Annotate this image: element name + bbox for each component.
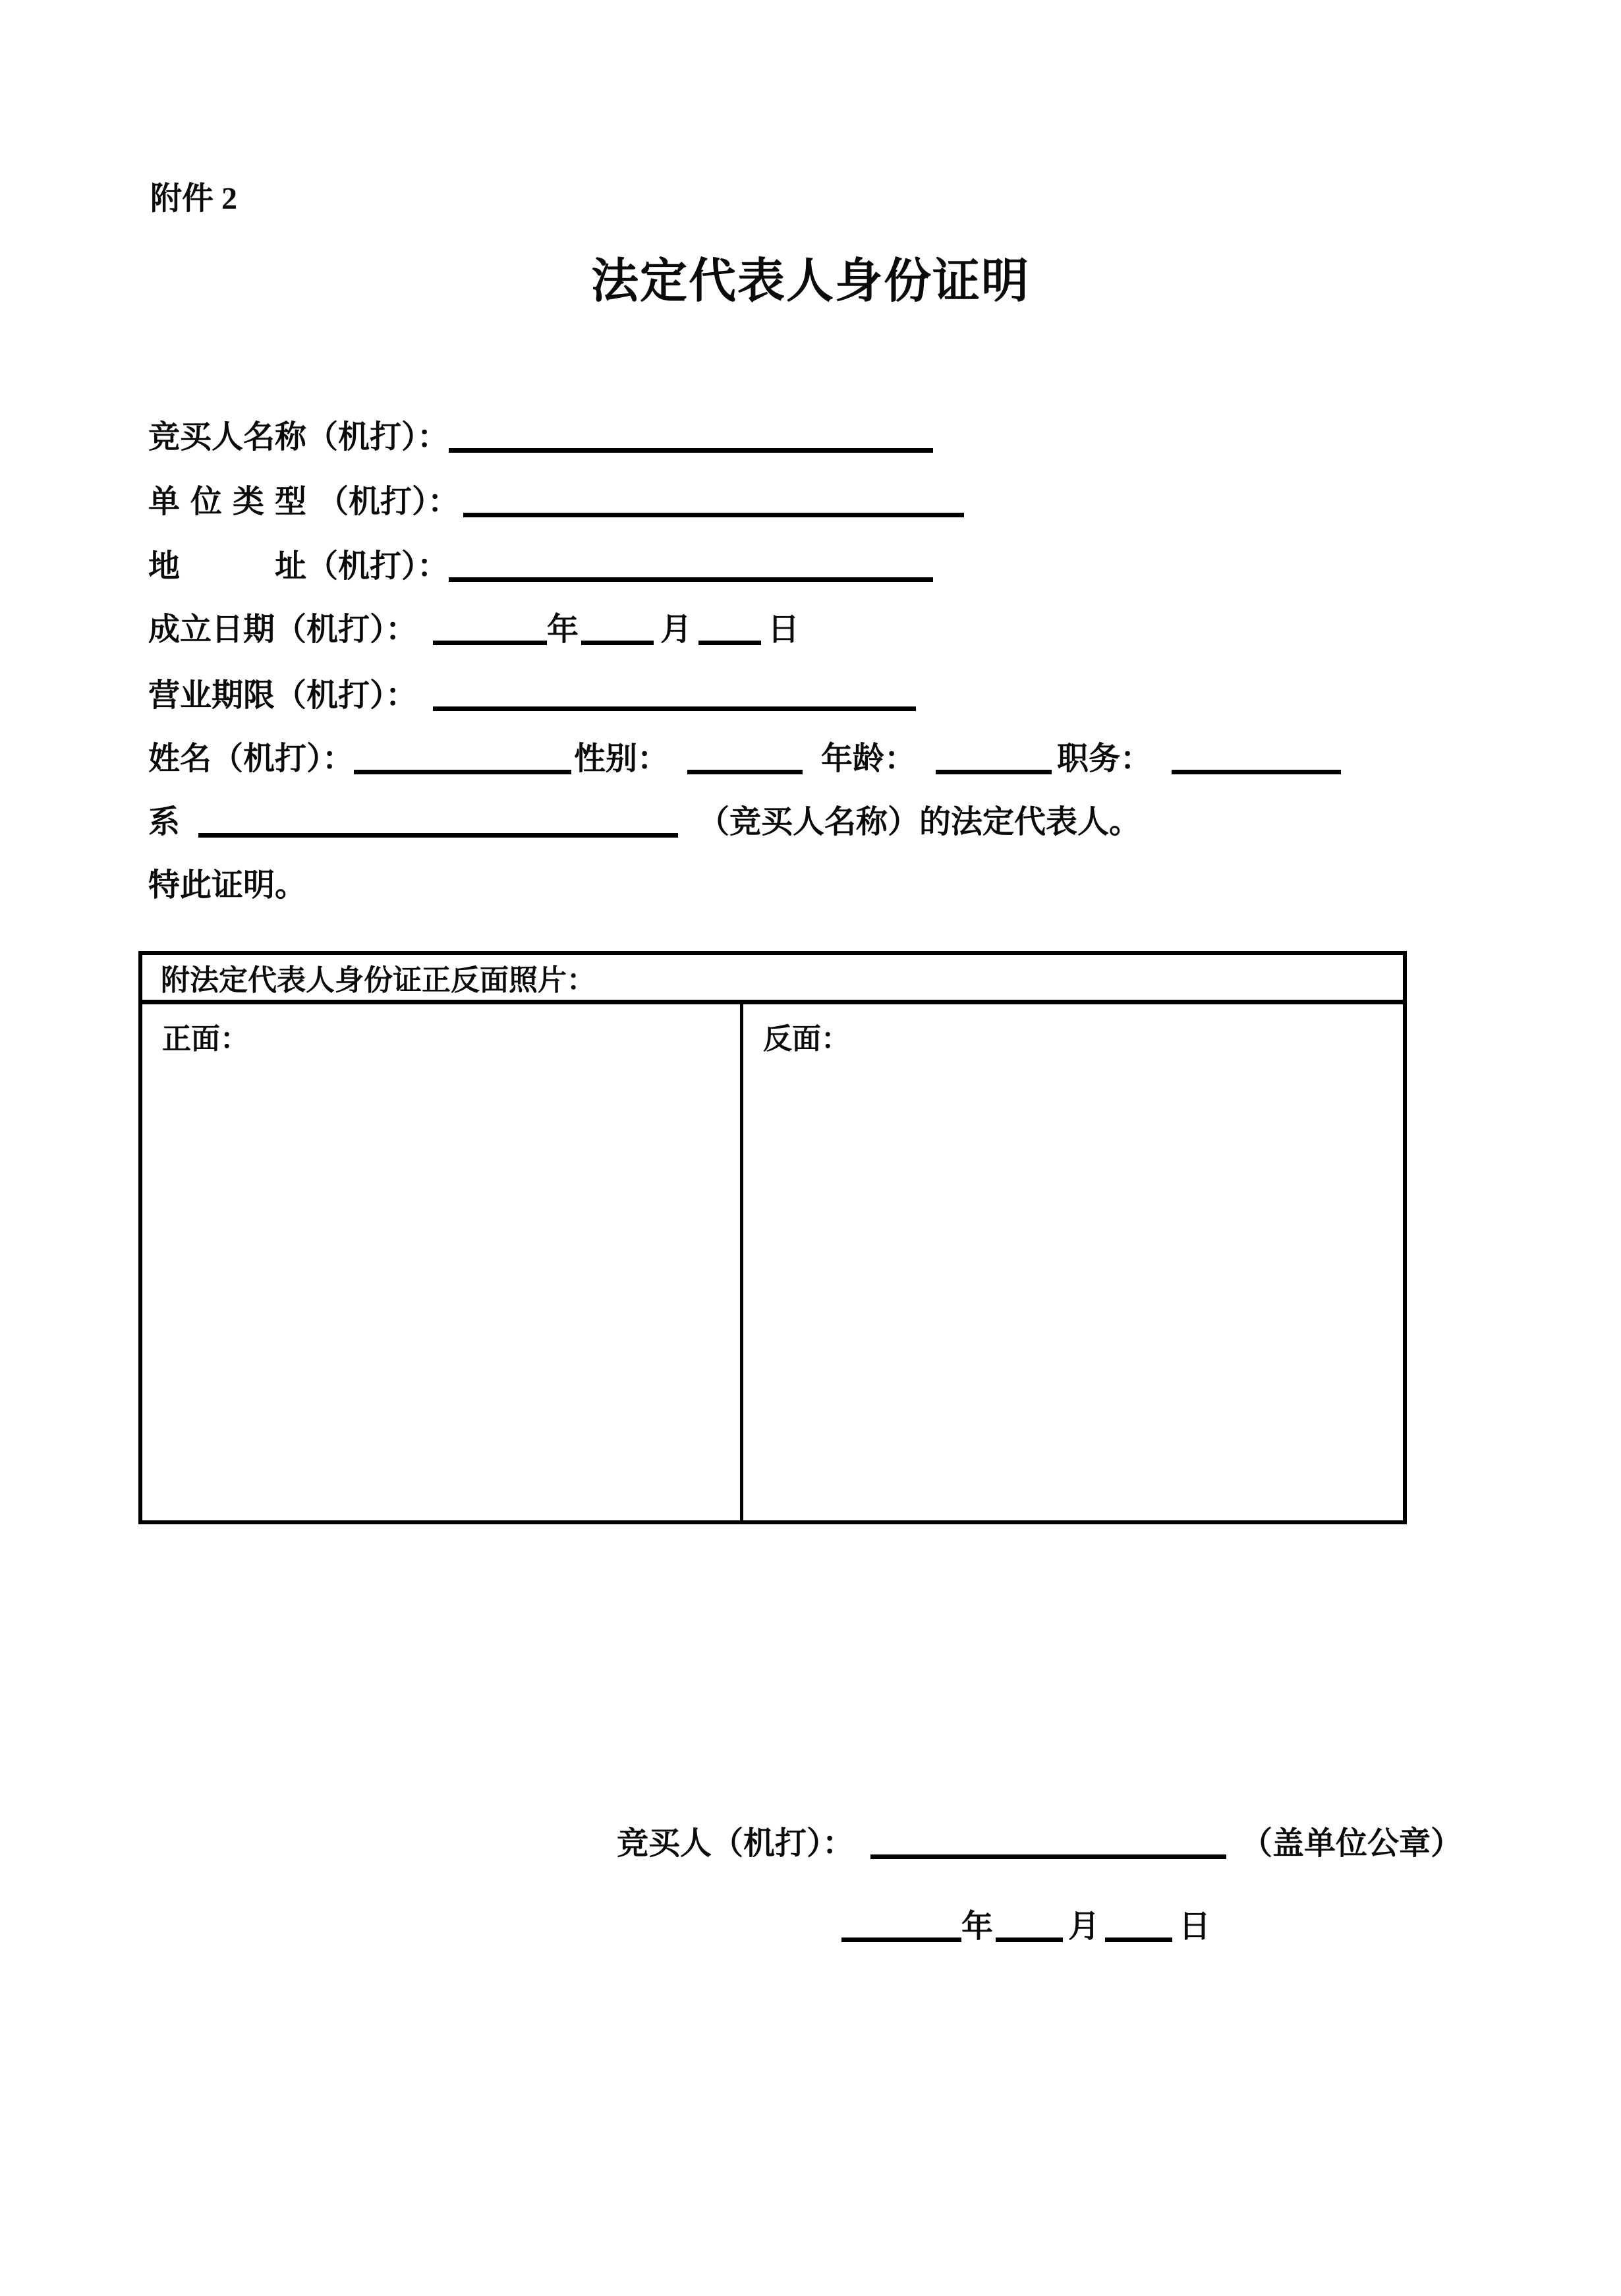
establish-day-blank-line: [698, 638, 761, 645]
field-row-affiliation: [148, 804, 1141, 840]
attachment-label: 附件 2: [150, 181, 238, 216]
footer-year-suffix: 年: [961, 1909, 994, 1944]
id-photo-box-header: 附法定代表人身份证正反面照片：: [142, 955, 1403, 1004]
certification-statement: 特此证明。: [148, 868, 307, 903]
address-blank-line: [449, 575, 933, 582]
field-row-bidder-name: [148, 419, 933, 455]
unit-type-label: 单位类型: [148, 484, 318, 519]
rep-gender-blank-line: [687, 767, 803, 774]
affiliation-prefix: 系: [148, 805, 181, 840]
establish-month-suffix: 月: [660, 612, 693, 647]
footer-bidder-label: 竞买人（机打）：: [617, 1826, 855, 1861]
id-photo-box: [138, 951, 1407, 1524]
footer-day-suffix: 日: [1179, 1909, 1211, 1944]
footer-bidder-blank-line: [870, 1852, 1226, 1859]
address-label-first: 地: [148, 549, 181, 584]
establish-day-suffix: 日: [768, 612, 800, 647]
footer-bidder-row: [617, 1825, 1462, 1862]
id-photo-front-label: 正面：: [162, 1023, 249, 1055]
footer-month-blank-line: [996, 1935, 1063, 1942]
rep-position-blank-line: [1172, 767, 1341, 774]
bidder-name-label: 竞买人名称（机打）：: [148, 420, 449, 455]
footer-year-blank-line: [841, 1935, 961, 1942]
field-row-business-term: [148, 677, 916, 714]
business-term-blank-line: [433, 704, 916, 711]
field-row-unit-type: [148, 484, 964, 520]
footer-seal-note: （盖单位公章）: [1241, 1826, 1463, 1861]
unit-type-label-suffix: （机打）：: [317, 484, 460, 519]
establish-date-label: 成立日期（机打）：: [148, 612, 418, 647]
id-photo-front-cell: [142, 1004, 743, 1520]
business-term-label: 营业期限（机打）：: [148, 678, 418, 713]
establish-year-suffix: 年: [547, 612, 579, 647]
rep-gender-label: 性别：: [574, 741, 669, 776]
rep-name-label: 姓名（机打）：: [148, 741, 355, 776]
id-photo-back-label: 反面：: [763, 1023, 850, 1055]
id-photo-box-body: [142, 1004, 1403, 1520]
id-photo-back-cell: [743, 1004, 1403, 1520]
field-row-establish-date: [148, 612, 799, 648]
rep-name-blank-line: [354, 767, 571, 774]
footer-month-suffix: 月: [1068, 1909, 1100, 1944]
field-row-address: [148, 548, 933, 585]
address-label-rest: 址（机打）：: [275, 549, 449, 584]
affiliation-suffix: （竞买人名称）的法定代表人。: [698, 805, 1141, 840]
establish-month-blank-line: [581, 638, 654, 645]
bidder-name-blank-line: [449, 445, 933, 453]
establish-year-blank-line: [433, 638, 547, 645]
field-row-representative: [148, 741, 1341, 777]
unit-type-blank-line: [463, 510, 964, 517]
footer-date-row: [841, 1909, 1210, 1945]
document-title: 法定代表人身份证明: [590, 255, 1030, 308]
footer-day-blank-line: [1105, 1935, 1172, 1942]
rep-age-blank-line: [936, 767, 1052, 774]
rep-position-label: 职务：: [1057, 741, 1152, 776]
affiliation-blank-line: [198, 830, 678, 838]
rep-age-label: 年龄：: [821, 741, 917, 776]
